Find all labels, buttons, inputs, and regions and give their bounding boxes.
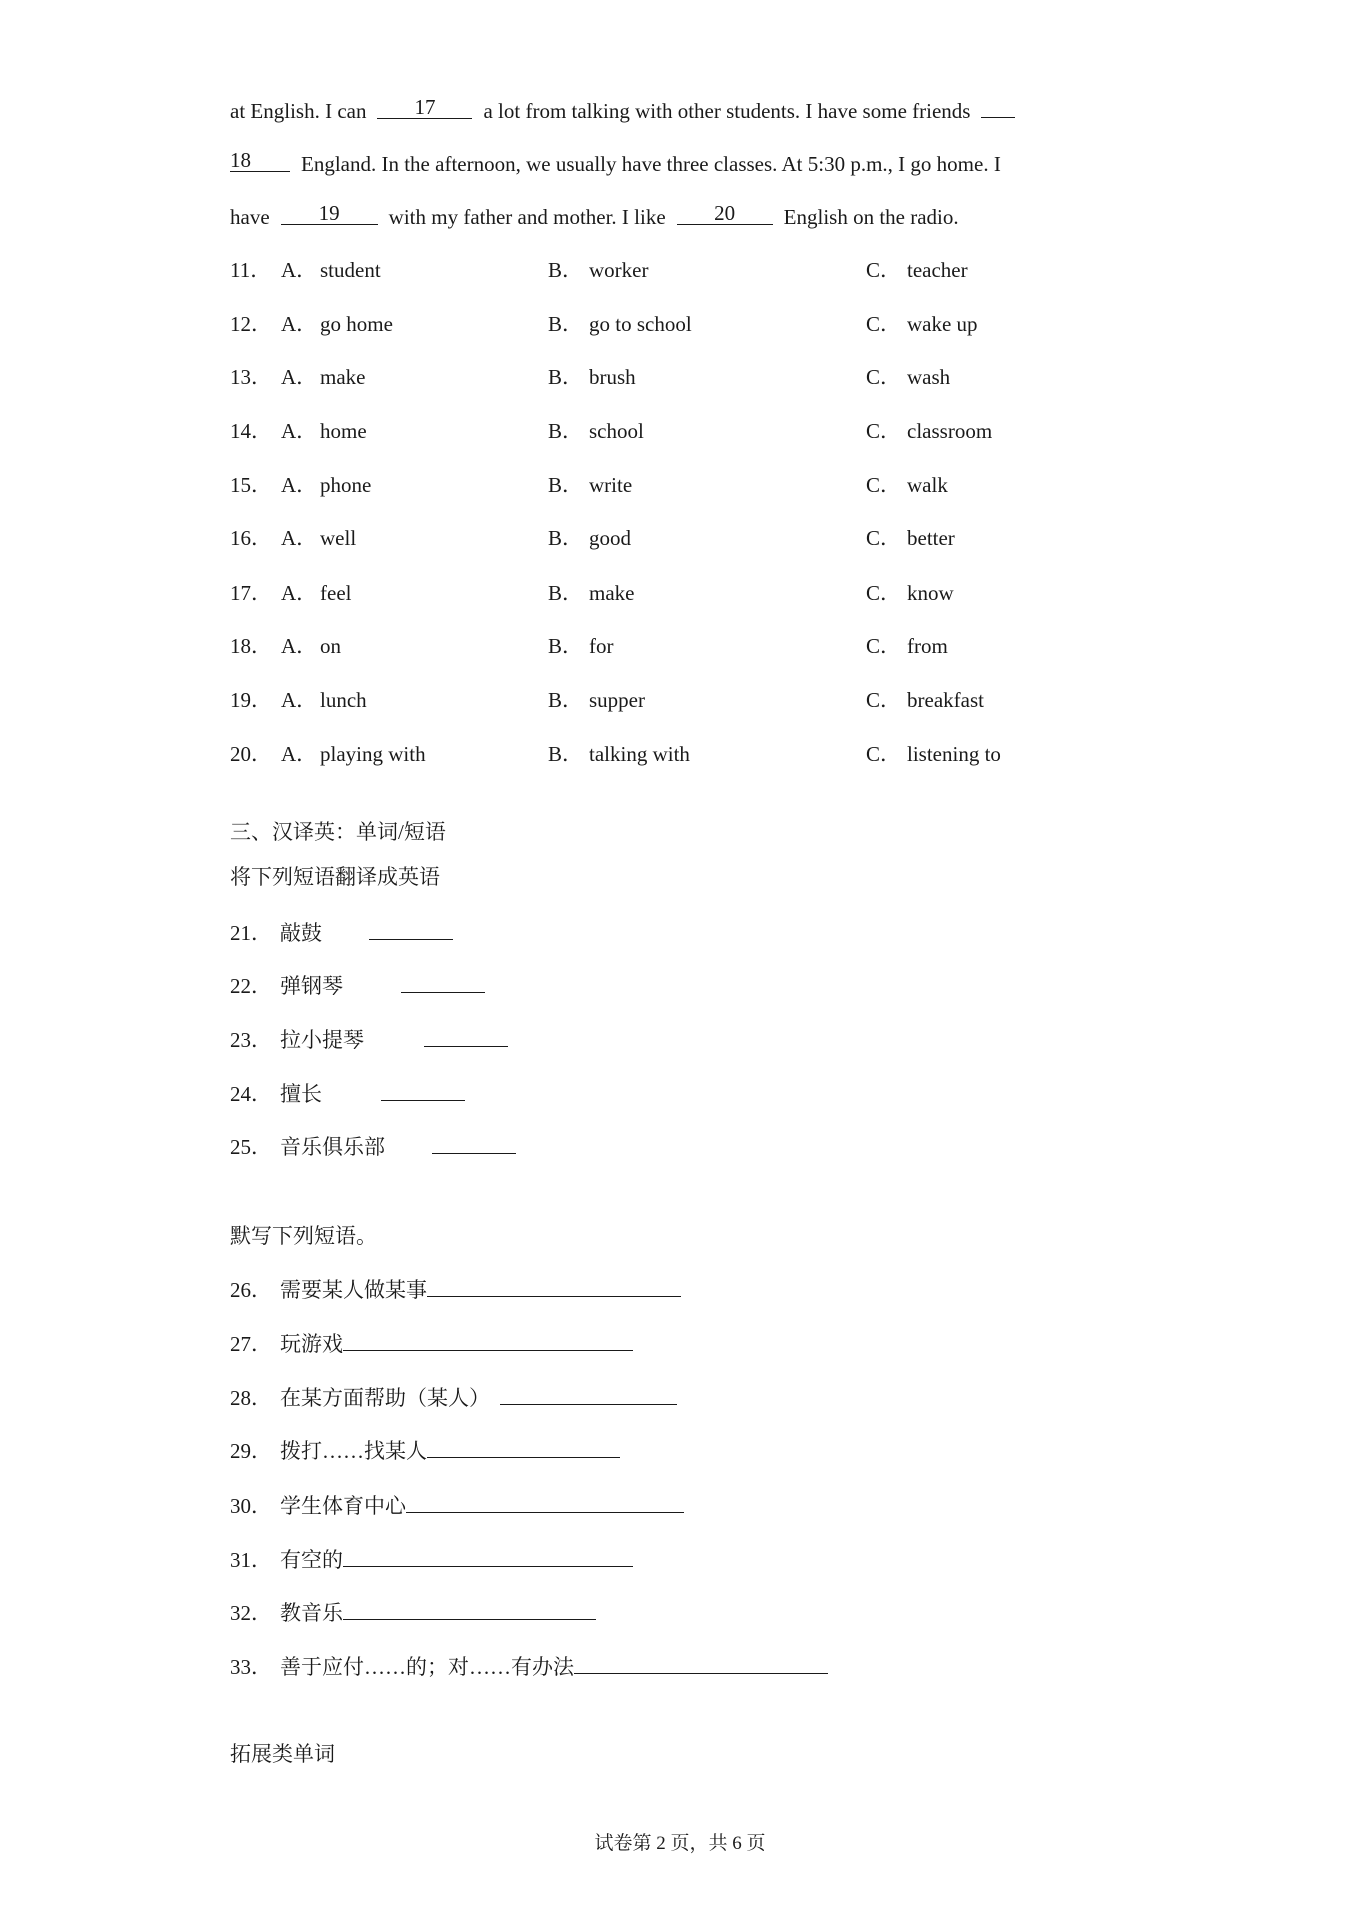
option-text: classroom bbox=[907, 419, 993, 443]
option-text: wash bbox=[907, 365, 951, 389]
blank-number: 20 bbox=[714, 201, 736, 225]
item-text: 教音乐 bbox=[280, 1601, 343, 1625]
question-row bbox=[0, 685, 1360, 715]
option-text: supper bbox=[589, 688, 645, 712]
option-text: write bbox=[589, 473, 633, 497]
option-text: phone bbox=[320, 473, 372, 497]
answer-line bbox=[574, 1653, 828, 1674]
item-text: 在某方面帮助（某人） bbox=[280, 1386, 490, 1410]
option-label: C． bbox=[866, 688, 902, 712]
question-number: 20． bbox=[230, 742, 272, 766]
dictation-item bbox=[230, 1598, 596, 1628]
item-text: 拨打……找某人 bbox=[280, 1439, 427, 1463]
question-number: 13． bbox=[230, 365, 272, 389]
item-number: 25． bbox=[230, 1135, 272, 1159]
option-text: wake up bbox=[907, 312, 978, 336]
option-label: A． bbox=[281, 634, 318, 658]
question-number: 15． bbox=[230, 473, 272, 497]
item-text: 善于应付……的；对……有办法 bbox=[280, 1655, 574, 1679]
dictation-item bbox=[230, 1329, 633, 1359]
option-label: B． bbox=[548, 526, 584, 550]
answer-blank bbox=[424, 1026, 508, 1047]
dictation-item bbox=[230, 1491, 684, 1521]
answer-blank bbox=[432, 1133, 516, 1154]
section-heading: 三、汉译英：单词/短语 bbox=[230, 820, 446, 844]
item-number: 26． bbox=[230, 1278, 272, 1302]
option-label: A． bbox=[281, 419, 318, 443]
option-label: C． bbox=[866, 742, 902, 766]
option-text: go home bbox=[320, 312, 393, 336]
option-label: C． bbox=[866, 581, 902, 605]
item-number: 30． bbox=[230, 1494, 272, 1518]
option-label: B． bbox=[548, 634, 584, 658]
option-text: listening to bbox=[907, 742, 1001, 766]
option-label: C． bbox=[866, 526, 902, 550]
answer-blank bbox=[981, 95, 1015, 118]
option-label: C． bbox=[866, 634, 902, 658]
option-label: A． bbox=[281, 526, 318, 550]
option-text: go to school bbox=[589, 312, 692, 336]
option-label: A． bbox=[281, 742, 318, 766]
item-text: 音乐俱乐部 bbox=[280, 1135, 385, 1159]
translation-item bbox=[230, 918, 453, 948]
option-label: B． bbox=[548, 258, 584, 282]
option-label: B． bbox=[548, 419, 584, 443]
option-text: feel bbox=[320, 581, 352, 605]
passage-line-2 bbox=[230, 149, 1001, 179]
question-number: 16． bbox=[230, 526, 272, 550]
question-row bbox=[0, 470, 1360, 500]
option-text: make bbox=[589, 581, 635, 605]
dictation-item bbox=[230, 1275, 681, 1305]
option-text: well bbox=[320, 526, 357, 550]
option-text: good bbox=[589, 526, 631, 550]
item-number: 27． bbox=[230, 1332, 272, 1356]
passage-line-3 bbox=[230, 202, 959, 232]
option-text: for bbox=[589, 634, 614, 658]
option-label: C． bbox=[866, 365, 902, 389]
item-text: 敲鼓 bbox=[280, 921, 322, 945]
dictation-item bbox=[230, 1383, 677, 1413]
option-text: school bbox=[589, 419, 644, 443]
section-instruction: 将下列短语翻译成英语 bbox=[230, 865, 440, 889]
item-number: 22． bbox=[230, 974, 272, 998]
answer-line bbox=[343, 1330, 633, 1351]
option-text: make bbox=[320, 365, 366, 389]
question-row bbox=[0, 255, 1360, 285]
item-text: 拉小提琴 bbox=[280, 1028, 364, 1052]
answer-line bbox=[500, 1384, 677, 1405]
option-label: B． bbox=[548, 312, 584, 336]
option-label: A． bbox=[281, 688, 318, 712]
item-text: 有空的 bbox=[280, 1548, 343, 1572]
option-label: B． bbox=[548, 473, 584, 497]
translation-item bbox=[230, 1025, 508, 1055]
option-label: A． bbox=[281, 473, 318, 497]
option-label: B． bbox=[548, 742, 584, 766]
answer-line bbox=[406, 1492, 684, 1513]
option-text: lunch bbox=[320, 688, 367, 712]
page-footer: 试卷第 2 页，共 6 页 bbox=[594, 1833, 766, 1854]
question-number: 11． bbox=[230, 258, 272, 282]
answer-blank bbox=[401, 972, 485, 993]
option-label: B． bbox=[548, 365, 584, 389]
question-number: 12． bbox=[230, 312, 272, 336]
question-number: 19． bbox=[230, 688, 272, 712]
option-text: walk bbox=[907, 473, 948, 497]
dictation-item bbox=[230, 1436, 620, 1466]
answer-blank bbox=[377, 96, 472, 119]
dictation-heading: 默写下列短语。 bbox=[230, 1224, 377, 1248]
item-text: 擅长 bbox=[280, 1082, 322, 1106]
answer-line bbox=[427, 1437, 620, 1458]
question-row bbox=[0, 739, 1360, 769]
item-number: 23． bbox=[230, 1028, 272, 1052]
item-number: 24． bbox=[230, 1082, 272, 1106]
option-label: C． bbox=[866, 419, 902, 443]
answer-line bbox=[343, 1546, 633, 1567]
item-text: 弹钢琴 bbox=[280, 974, 343, 998]
blank-number: 19 bbox=[318, 201, 340, 225]
option-label: A． bbox=[281, 365, 318, 389]
dictation-item bbox=[230, 1545, 633, 1575]
item-number: 33． bbox=[230, 1655, 272, 1679]
passage-text: England. In the afternoon, we usually have three classes. At 5:30 p.m., I go home. I bbox=[301, 152, 1001, 176]
option-label: B． bbox=[548, 581, 584, 605]
passage-line-1 bbox=[230, 95, 1015, 125]
option-label: A． bbox=[281, 312, 318, 336]
answer-blank bbox=[281, 202, 378, 225]
question-row bbox=[0, 362, 1360, 392]
option-text: worker bbox=[589, 258, 649, 282]
question-row bbox=[0, 309, 1360, 339]
passage-text: a lot from talking with other students. I have some friends bbox=[483, 99, 971, 123]
option-text: on bbox=[320, 634, 341, 658]
answer-line bbox=[427, 1276, 681, 1297]
option-label: B． bbox=[548, 688, 584, 712]
option-text: home bbox=[320, 419, 367, 443]
item-number: 31． bbox=[230, 1548, 272, 1572]
answer-line bbox=[343, 1599, 596, 1620]
question-number: 17． bbox=[230, 581, 272, 605]
question-row bbox=[0, 578, 1360, 608]
passage-text: with my father and mother. I like bbox=[388, 205, 666, 229]
answer-blank bbox=[381, 1080, 465, 1101]
question-row bbox=[0, 523, 1360, 553]
answer-blank bbox=[230, 149, 290, 172]
option-text: from bbox=[907, 634, 948, 658]
option-text: playing with bbox=[320, 742, 426, 766]
item-text: 学生体育中心 bbox=[280, 1494, 406, 1518]
item-number: 28． bbox=[230, 1386, 272, 1410]
blank-number: 17 bbox=[414, 95, 436, 119]
translation-item bbox=[230, 1132, 516, 1162]
item-number: 21． bbox=[230, 921, 272, 945]
question-number: 14． bbox=[230, 419, 272, 443]
passage-text: at English. I can bbox=[230, 99, 367, 123]
option-text: breakfast bbox=[907, 688, 984, 712]
passage-text: have bbox=[230, 205, 270, 229]
item-text: 需要某人做某事 bbox=[280, 1278, 427, 1302]
option-text: know bbox=[907, 581, 954, 605]
item-number: 32． bbox=[230, 1601, 272, 1625]
option-label: C． bbox=[866, 473, 902, 497]
answer-blank bbox=[369, 919, 453, 940]
option-text: brush bbox=[589, 365, 636, 389]
item-number: 29． bbox=[230, 1439, 272, 1463]
option-label: A． bbox=[281, 581, 318, 605]
option-text: teacher bbox=[907, 258, 968, 282]
option-text: better bbox=[907, 526, 955, 550]
question-row bbox=[0, 631, 1360, 661]
question-number: 18． bbox=[230, 634, 272, 658]
option-label: C． bbox=[866, 312, 902, 336]
option-text: talking with bbox=[589, 742, 690, 766]
option-text: student bbox=[320, 258, 381, 282]
dictation-item bbox=[230, 1652, 828, 1682]
blank-number: 18 bbox=[230, 148, 251, 172]
translation-item bbox=[230, 971, 485, 1001]
question-row bbox=[0, 416, 1360, 446]
translation-item bbox=[230, 1079, 465, 1109]
option-label: A． bbox=[281, 258, 318, 282]
answer-blank bbox=[677, 202, 773, 225]
passage-text: English on the radio. bbox=[783, 205, 959, 229]
item-text: 玩游戏 bbox=[280, 1332, 343, 1356]
extension-heading: 拓展类单词 bbox=[230, 1742, 335, 1766]
option-label: C． bbox=[866, 258, 902, 282]
